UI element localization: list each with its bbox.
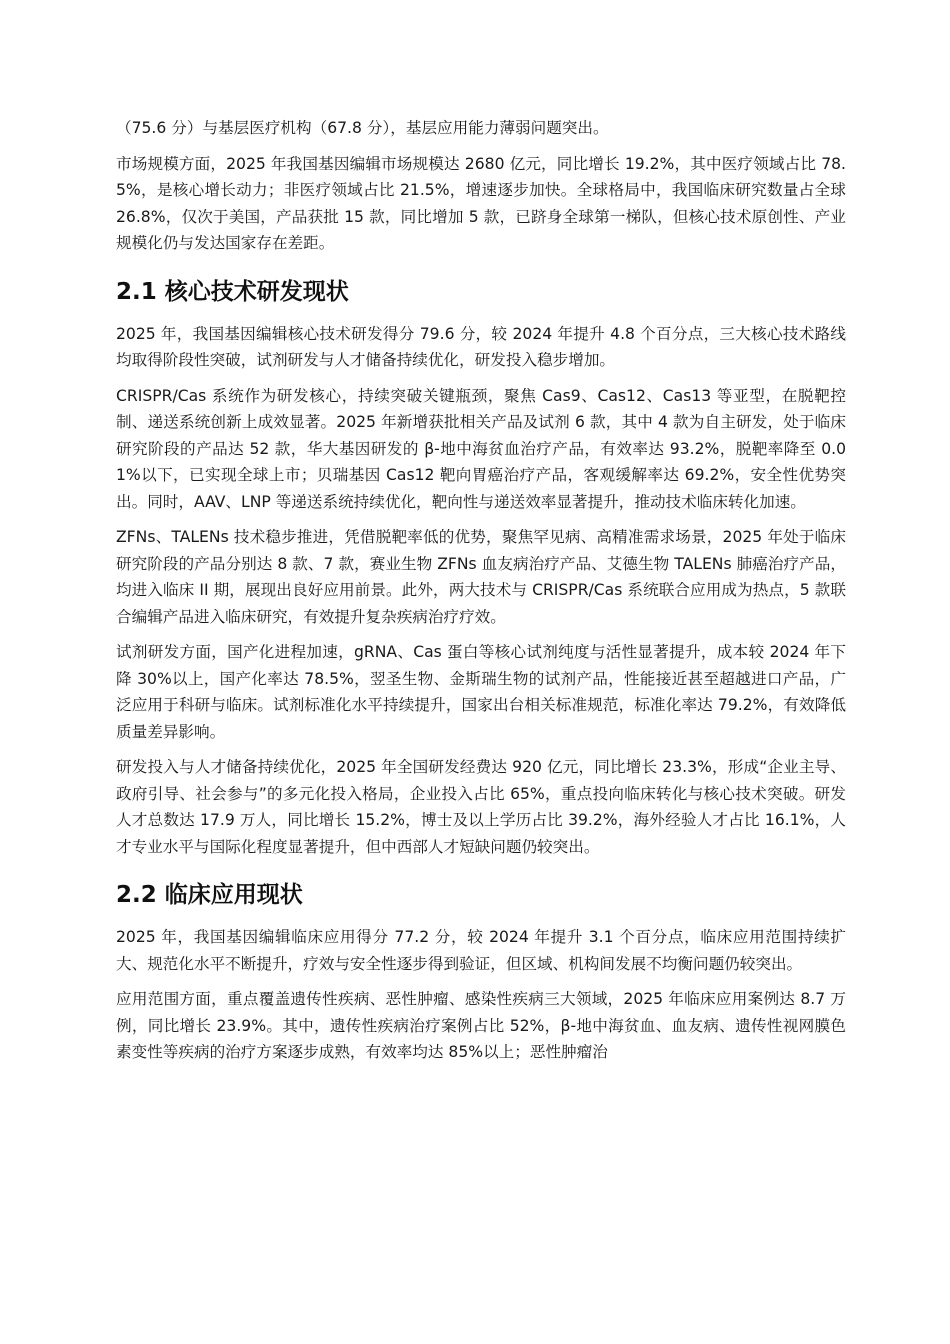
paragraph-reagents: 试剂研发方面，国产化进程加速，gRNA、Cas 蛋白等核心试剂纯度与活性显著提升，成本较 2024 年下降 30%以上，国产化率达 78.5%，翌圣生物、金斯瑞生物的试剂产品，性能接近甚至超越进口产品，广泛应用于科研与临床。试剂标准化水平持续提升，国家出台相关标准规范，标准化率达 79.2%，有效降低质量差异影响。 (116, 643, 846, 741)
paragraph-crispr: CRISPR/Cas 系统作为研发核心，持续突破关键瓶颈，聚焦 Cas9、Cas12、Cas13 等亚型，在脱靶控制、递送系统创新上成效显著。2025 年新增获批相关产品及试剂 6 款，其中 4 款为自主研发，处于临床研究阶段的产品达 52 款，华大基因研发的 β-地中海贫血治疗产品，有效率达 93.2%，脱靶率降至 0.01%以下，已实现全球上市；贝瑞基因 Cas12 靶向胃癌治疗产品，客观缓解率达 69.2%，安全性优势突出。同时，AAV、LNP 等递送系统持续优化，靶向性与递送效率显著提升，推动技术临床转化加速。 (116, 386, 846, 511)
paragraph-zfns-talens: ZFNs、TALENs 技术稳步推进，凭借脱靶率低的优势，聚焦罕见病、高精准需求场景，2025 年处于临床研究阶段的产品分别达 8 款、7 款，赛业生物 ZFNs 血友病治疗产品、艾德生物 TALENs 肺癌治疗产品，均进入临床 II 期，展现出良好应用前景。此外，两大技术与 CRISPR/Cas 系统联合应用成为热点，5 款联合编辑产品进入临床研究，有效提升复杂疾病治疗疗效。 (116, 528, 846, 626)
paragraph-clinical-scope: 应用范围方面，重点覆盖遗传性疾病、恶性肿瘤、感染性疾病三大领域，2025 年临床应用案例达 8.7 万例，同比增长 23.9%。其中，遗传性疾病治疗案例占比 52%，β-地中海贫血、血友病、遗传性视网膜色素变性等疾病的治疗方案逐步成熟，有效率均达 85%以上；恶性肿瘤治 (116, 990, 846, 1061)
paragraph-market-size: 市场规模方面，2025 年我国基因编辑市场规模达 2680 亿元，同比增长 19.2%，其中医疗领域占比 78.5%，是核心增长动力；非医疗领域占比 21.5%，增速逐步加快。全球格局中，我国临床研究数量占全球 26.8%，仅次于美国，产品获批 15 款，同比增加 5 款，已跻身全球第一梯队，但核心技术原创性、产业规模化仍与发达国家存在差距。 (116, 154, 846, 252)
section-heading-clinical: 2.2 临床应用现状 (116, 882, 303, 908)
paragraph-core-tech-summary: 2025 年，我国基因编辑核心技术研发得分 79.6 分，较 2024 年提升 4.8 个百分点，三大核心技术路线均取得阶段性突破，试剂研发与人才储备持续优化，研发投入稳步增加。 (116, 324, 846, 369)
document-body (116, 115, 846, 1075)
paragraph-clinical-summary: 2025 年，我国基因编辑临床应用得分 77.2 分，较 2024 年提升 3.1 个百分点，临床应用范围持续扩大、规范化水平不断提升，疗效与安全性逐步得到验证，但区域、机构间发展不均衡问题仍较突出。 (116, 928, 846, 973)
paragraph-intro-continued: （75.6 分）与基层医疗机构（67.8 分），基层应用能力薄弱问题突出。 (116, 119, 609, 137)
paragraph-rd-investment: 研发投入与人才储备持续优化，2025 年全国研发经费达 920 亿元，同比增长 23.3%，形成“企业主导、政府引导、社会参与”的多元化投入格局，企业投入占比 65%，重点投向临床转化与核心技术突破。研发人才总数达 17.9 万人，同比增长 15.2%，博士及以上学历占比 39.2%，海外经验人才占比 16.1%，人才专业水平与国际化程度显著提升，但中西部人才短缺问题仍较突出。 (116, 758, 846, 856)
section-heading-core-tech: 2.1 核心技术研发现状 (116, 278, 349, 305)
